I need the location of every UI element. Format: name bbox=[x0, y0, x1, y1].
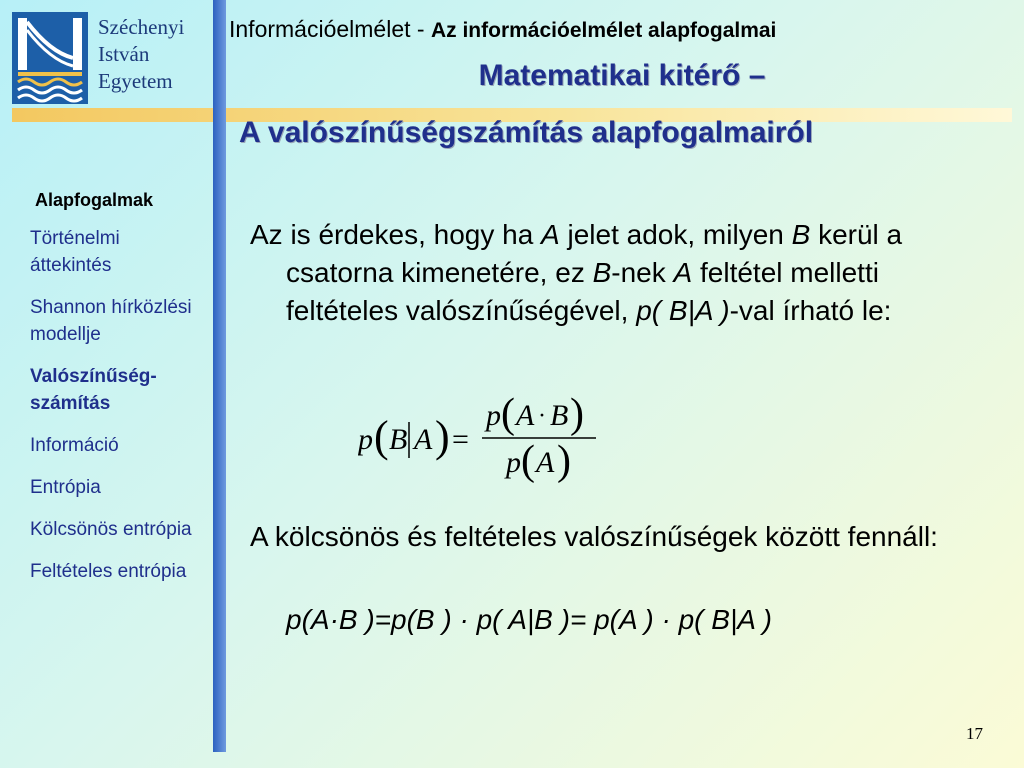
slide-title-line2: A valószínűségszámítás alapfogalmairól bbox=[239, 116, 814, 149]
text: -val írható le: bbox=[729, 295, 892, 326]
equation-text: p(A·B )=p(B ) · p( A|B )= p(A ) · p( B|A ) bbox=[286, 604, 772, 635]
formula-den-a: A bbox=[536, 446, 555, 479]
formula-lhs-p: p bbox=[358, 423, 373, 456]
chapter-name: Az információelmélet alapfogalmai bbox=[430, 19, 777, 42]
university-name-line: Széchenyi bbox=[98, 15, 185, 39]
paragraph-conditional-probability bbox=[250, 216, 990, 330]
formula-equals: = bbox=[452, 423, 469, 456]
text: kerül a csatorna kimenetére, ez bbox=[286, 219, 903, 288]
symbol-a: A bbox=[541, 219, 560, 250]
formula-paren: ) bbox=[435, 412, 450, 461]
page-number: 17 bbox=[966, 724, 983, 743]
symbol-b: B bbox=[592, 257, 612, 288]
conditional-probability-formula bbox=[358, 392, 618, 487]
university-name-line: Egyetem bbox=[98, 69, 173, 93]
formula-lhs-b: B bbox=[389, 423, 408, 456]
formula-paren: ( bbox=[374, 412, 389, 461]
course-name: Információelmélet - bbox=[229, 16, 431, 42]
symbol-a: A bbox=[673, 257, 693, 288]
formula-num-dot: · bbox=[538, 403, 546, 429]
formula-paren: ) bbox=[570, 392, 584, 437]
slide-title bbox=[232, 56, 1012, 153]
sidebar-heading: Alapfogalmak bbox=[35, 190, 154, 210]
formula-num-b: B bbox=[550, 399, 569, 432]
sidebar-item-tortenelmi[interactable]: Történelmi áttekintés bbox=[30, 228, 120, 276]
formula-lhs-a: A bbox=[414, 423, 433, 456]
content-area bbox=[250, 216, 990, 330]
paragraph-text: A kölcsönös és feltételes valószínűségek között fennáll: bbox=[250, 521, 938, 552]
text: Az is érdekes, hogy ha bbox=[250, 219, 542, 250]
university-name-line: István bbox=[98, 42, 150, 66]
inline-expression: p( B|A ) bbox=[636, 295, 730, 326]
university-name bbox=[98, 14, 184, 95]
vertical-divider bbox=[213, 0, 226, 752]
sidebar-nav bbox=[30, 190, 205, 600]
joint-probability-equation bbox=[286, 604, 772, 636]
paragraph-mutual-probability bbox=[250, 518, 990, 556]
text: feltétel melletti feltételes valószínűségével, bbox=[286, 257, 879, 326]
sidebar-item-kolcsonos-entropia[interactable]: Kölcsönös entrópia bbox=[30, 519, 192, 540]
formula-paren: ( bbox=[521, 438, 535, 484]
symbol-b: B bbox=[791, 219, 811, 250]
text: -nek bbox=[611, 257, 674, 288]
text: jelet adok, milyen bbox=[559, 219, 792, 250]
header-title bbox=[229, 16, 776, 43]
sidebar-item-informacio[interactable]: Információ bbox=[30, 435, 119, 456]
slide-title-line1: Matematikai kitérő – bbox=[478, 59, 766, 92]
formula-paren: ( bbox=[501, 392, 515, 437]
formula-den-p: p bbox=[506, 446, 521, 479]
formula-paren: ) bbox=[557, 438, 571, 484]
sidebar-item-shannon[interactable]: Shannon hírközlési modellje bbox=[30, 297, 192, 345]
sidebar-item-entropia[interactable]: Entrópia bbox=[30, 477, 101, 498]
sidebar-item-valoszinuseg[interactable]: Valószínűség-számítás bbox=[30, 366, 157, 414]
university-logo bbox=[12, 12, 88, 104]
sidebar-item-felteteles-entropia[interactable]: Feltételes entrópia bbox=[30, 561, 187, 582]
formula-num-a: A bbox=[516, 399, 535, 432]
formula-num-p: p bbox=[486, 399, 501, 432]
